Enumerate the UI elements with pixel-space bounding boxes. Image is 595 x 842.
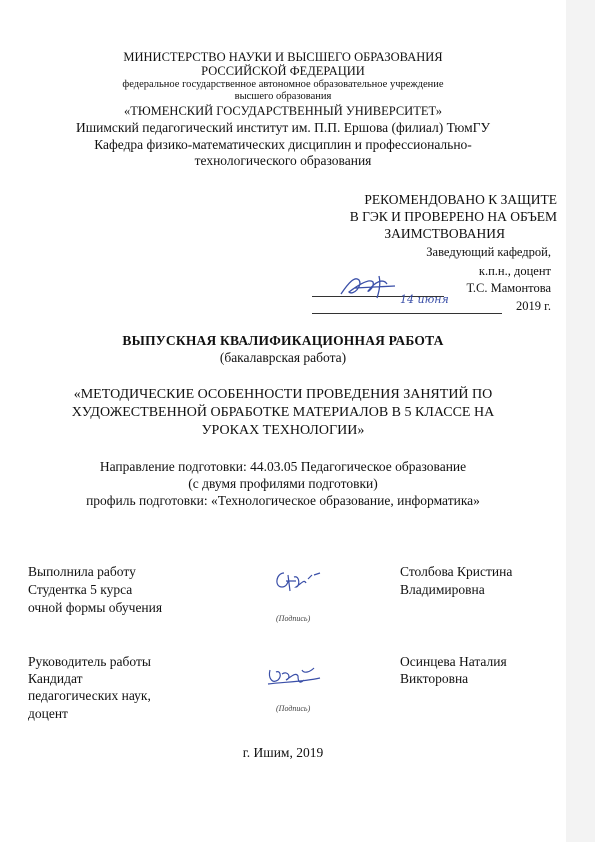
- profile-line: профиль подготовки: «Технологическое образование, информатика»: [86, 493, 480, 508]
- institute-name: Ишимский педагогический институт им. П.П. Ершова (филиал) ТюмГУ: [75, 120, 491, 135]
- federal-line-1: федеральное государственное автономное образовательное учреждение: [122, 79, 444, 90]
- approval-degree: к.п.н., доцент: [478, 264, 551, 278]
- department-line-1: Кафедра физико-математических дисциплин и профессионально-: [94, 137, 472, 152]
- department-line-2: технологического образования: [194, 153, 372, 168]
- approval-line-1: РЕКОМЕНДОВАНО К ЗАЩИТЕ: [364, 192, 557, 207]
- supervisor-name-line-2: Викторовна: [400, 671, 469, 686]
- university-name: «ТЮМЕНСКИЙ ГОСУДАРСТВЕННЫЙ УНИВЕРСИТЕТ»: [123, 104, 443, 118]
- city-year: г. Ишим, 2019: [242, 745, 324, 760]
- direction-line-2: (с двумя профилями подготовки): [188, 476, 378, 491]
- supervisor-line-4: доцент: [28, 706, 68, 721]
- topic-line-3: УРОКАХ ТЕХНОЛОГИИ»: [201, 423, 365, 438]
- student-line-3: очной формы обучения: [28, 600, 163, 615]
- student-signature: [270, 565, 330, 597]
- work-subtype: (бакалаврская работа): [219, 350, 347, 365]
- topic-line-1: «МЕТОДИЧЕСКИЕ ОСОБЕННОСТИ ПРОВЕДЕНИЯ ЗАНЯТИЙ ПО: [73, 387, 493, 402]
- topic-line-2: ХУДОЖЕСТВЕННОЙ ОБРАБОТКЕ МАТЕРИАЛОВ В 5 КЛАССЕ НА: [71, 405, 495, 420]
- supervisor-line-2: Кандидат: [28, 671, 83, 686]
- student-name-line-2: Владимировна: [400, 582, 485, 597]
- student-name-line-1: Столбова Кристина: [400, 564, 513, 579]
- student-line-2: Студентка 5 курса: [28, 582, 133, 597]
- supervisor-signature: [262, 660, 326, 692]
- approval-name: Т.С. Мамонтова: [466, 281, 551, 295]
- page-edge-shadow: [566, 0, 595, 842]
- student-line-1: Выполнила работу: [28, 564, 136, 579]
- ministry-line-2: РОССИЙСКОЙ ФЕДЕРАЦИИ: [201, 64, 365, 78]
- approval-line-2: В ГЭК И ПРОВЕРЕНО НА ОБЪЕМ: [349, 209, 557, 224]
- federal-line-2: высшего образования: [234, 91, 332, 102]
- direction-line-1: Направление подготовки: 44.03.05 Педагогическое образование: [99, 459, 467, 474]
- work-type: ВЫПУСКНАЯ КВАЛИФИКАЦИОННАЯ РАБОТА: [122, 333, 444, 348]
- approval-year: 2019 г.: [516, 299, 551, 313]
- supervisor-line-1: Руководитель работы: [28, 654, 151, 669]
- ministry-line-1: МИНИСТЕРСТВО НАУКИ И ВЫСШЕГО ОБРАЗОВАНИЯ: [123, 50, 443, 64]
- supervisor-name-line-1: Осинцева Наталия: [400, 654, 507, 669]
- approval-line-3: ЗАИМСТВОВАНИЯ: [384, 226, 505, 241]
- student-signature-label: (Подпись): [276, 614, 311, 623]
- approval-position: Заведующий кафедрой,: [426, 245, 551, 259]
- supervisor-signature-label: (Подпись): [276, 704, 311, 713]
- approval-date-handwritten: 14 июня: [400, 293, 449, 306]
- supervisor-line-3: педагогических наук,: [28, 688, 151, 703]
- approval-date-line: [312, 313, 502, 314]
